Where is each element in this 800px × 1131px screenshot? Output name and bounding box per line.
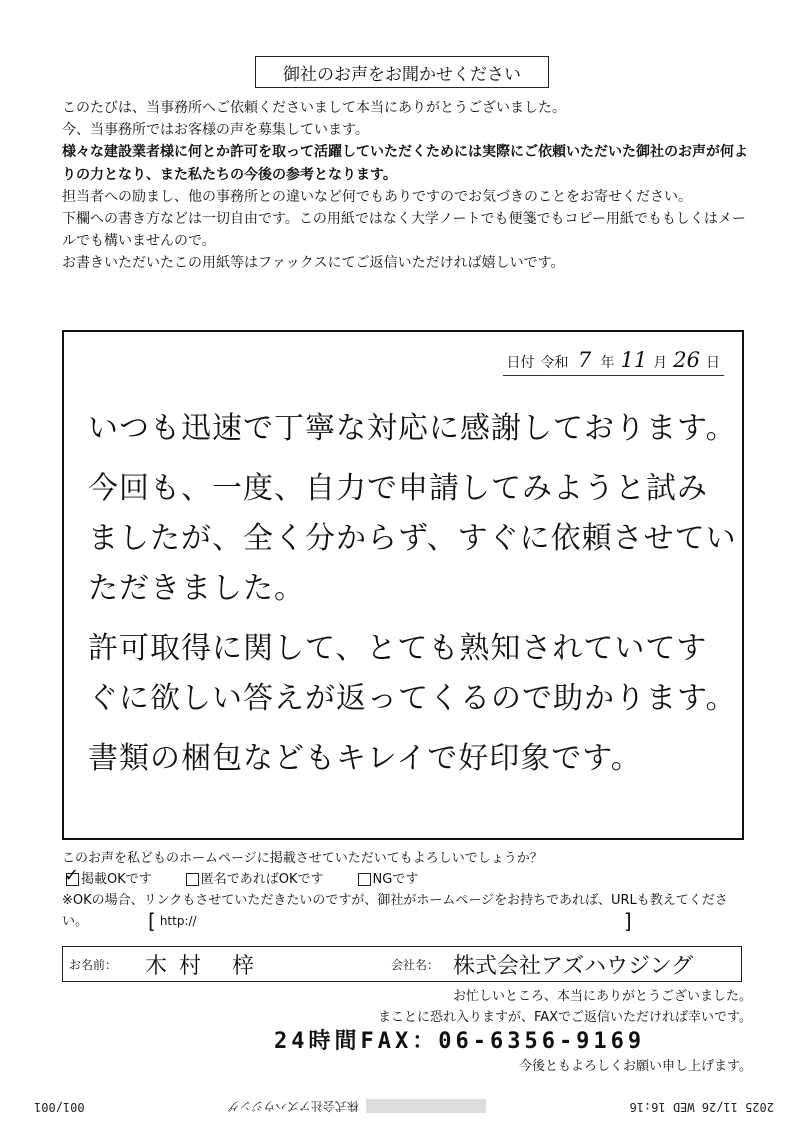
fax-page: 001/001 xyxy=(34,1100,85,1114)
fax-sender: 株式会社アズハウジング xyxy=(227,1099,359,1114)
comment-paragraph: 許可取得に関して、とても熟知されていてすぐに欲しい答えが返ってくるので助かります。 xyxy=(88,631,737,716)
checkbox-icon[interactable] xyxy=(358,873,371,886)
intro-line: 今、当事務所ではお客様の声を募集しています。 xyxy=(62,122,369,139)
date-field xyxy=(503,348,724,376)
date-era: 令和 xyxy=(540,355,569,371)
intro-line: 下欄への書き方などは一切自由です。この用紙ではなく大学ノートでも便箋でもコピー用紙でももしくはメールでも構いませんので。 xyxy=(62,211,746,250)
date-year-unit: 年 xyxy=(600,355,615,371)
option-ng[interactable] xyxy=(358,869,419,890)
checkbox-checked-icon[interactable] xyxy=(66,873,79,886)
date-day: 26 xyxy=(673,348,700,372)
option-label: 匿名であればOKです xyxy=(200,872,324,887)
date-month-unit: 月 xyxy=(653,355,668,371)
company-label: 会社名： xyxy=(391,957,440,972)
handwritten-comment xyxy=(88,404,738,784)
option-anonymous-ok[interactable] xyxy=(186,869,324,890)
date-day-unit: 日 xyxy=(706,355,720,371)
fax-header-line xyxy=(34,1098,774,1116)
option-label: NGです xyxy=(372,872,419,887)
date-year: 7 xyxy=(577,348,592,372)
date-month: 11 xyxy=(620,348,648,372)
intro-line: このたびは、当事務所へご依頼くださいまして本当にありがとうございました。 xyxy=(62,100,566,116)
form-title: 御社のお声をお聞かせください xyxy=(255,56,549,88)
fax-request-text: まことに恐れ入りますが、FAXでご返信いただければ幸いです。 xyxy=(377,1010,752,1025)
checkbox-icon[interactable] xyxy=(186,873,199,886)
comment-paragraph: いつも迅速で丁寧な対応に感謝しております。 xyxy=(88,411,737,446)
intro-line: 様々な建設業者様に何とか許可を取って活躍していただくためには実際にご依頼いただいた御社のお声が何よりの力となり、また私たちの今後の参考となります。 xyxy=(62,144,748,183)
regards-text: 今後ともよろしくお願い申し上げます。 xyxy=(519,1059,752,1074)
name-value: 木村 梓 xyxy=(145,953,267,979)
name-company-box xyxy=(62,946,742,982)
redacted-block xyxy=(366,1099,486,1113)
option-label: 掲載OKです xyxy=(81,872,152,887)
intro-line: 担当者への励まし、他の事務所との違いなど何でもありですのでお気づきのことをお寄せください。 xyxy=(62,188,692,205)
comment-paragraph: 今回も、一度、自力で申請してみようと試みましたが、全く分からず、すぐに依頼させていただきました。 xyxy=(88,471,737,606)
url-field[interactable] xyxy=(144,911,752,932)
comment-box xyxy=(62,330,744,840)
url-input[interactable]: http:// xyxy=(159,914,197,928)
intro-line: お書きいただいたこの用紙等はファックスにてご返信いただければ嬉しいです。 xyxy=(62,255,565,272)
fax-sender-group xyxy=(228,1099,486,1116)
intro-text xyxy=(62,97,752,275)
thanks-text: お忙しいところ、本当にありがとうございました。 xyxy=(452,989,752,1004)
comment-paragraph: 書類の梱包などもキレイで好印象です。 xyxy=(88,741,642,776)
url-note: ※OKの場合、リンクもさせていただきたいのですが、御社がホームページをお持ちであれば、URLも教えてください。 xyxy=(62,893,728,929)
consent-question: このお声を私どものホームページに掲載させていただいてもよろしいでしょうか？ xyxy=(62,851,543,866)
consent-section xyxy=(62,848,752,932)
option-publish-ok[interactable] xyxy=(66,869,152,890)
bracket-open: [ xyxy=(148,909,156,933)
bracket-close: ] xyxy=(623,909,632,933)
fax-datetime: 2025 11/26 WED 16:16 xyxy=(629,1100,774,1114)
company-value: 株式会社アズハウジング xyxy=(453,953,694,979)
name-label: お名前： xyxy=(69,957,118,972)
date-label: 日付 xyxy=(506,355,535,371)
fax-number: 24時間FAX：06-6356-9169 xyxy=(274,1029,646,1054)
consent-options xyxy=(66,869,752,890)
